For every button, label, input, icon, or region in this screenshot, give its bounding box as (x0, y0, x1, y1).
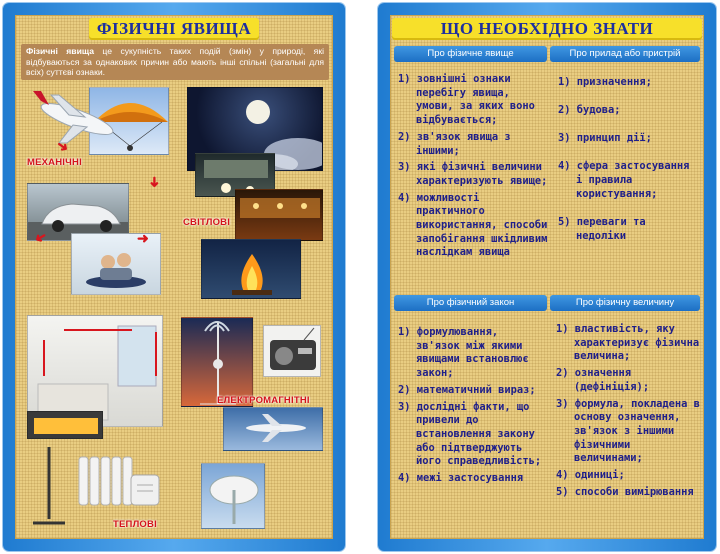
title-banner (392, 18, 702, 40)
bonfire-photo (201, 239, 301, 299)
list-item: 2) означення (дефініція); (556, 367, 650, 393)
arrow-icon: ➜ (137, 230, 149, 246)
poster-title: ФІЗИЧНІ ЯВИЩА (96, 19, 252, 38)
list-item: 1) призначення; (558, 76, 652, 88)
title-banner (89, 18, 259, 40)
electromagnetic-label: ЕЛЕКТРОМАГНІТНІ (217, 395, 310, 406)
definition-text (21, 44, 329, 80)
radio-photo (263, 325, 321, 377)
mechanical-panel (21, 85, 173, 303)
poster-physical-phenomena (3, 3, 345, 551)
list-item: 5) способи вимірювання (556, 485, 694, 498)
arrow-icon: ➜ (31, 228, 50, 248)
definition-term: Фізичні явища (26, 46, 94, 56)
city-lights-photo (235, 189, 323, 241)
satellite-dish-icon (202, 464, 265, 529)
airplane-radar-photo (223, 407, 323, 451)
thermal-panel (21, 311, 173, 535)
poster-title: ЩО НЕОБХІДНО ЗНАТИ (440, 19, 654, 38)
thermal-label: ТЕПЛОВІ (113, 519, 157, 530)
list-item: 1) властивість, яку характеризує фізична величина; (556, 323, 700, 363)
list-item: 3) принцип дії; (558, 132, 652, 144)
arrow-icon: ➜ (146, 176, 163, 188)
section-list-phenomenon (398, 73, 548, 263)
list-item: 4) сфера застосування і правила користування; (558, 160, 690, 200)
list-item: 1) формулювання, зв'язок між якими явищами встановлює закон; (398, 326, 529, 380)
stand-heater-icon (29, 443, 69, 529)
list-item: 3) формула, покладена в основу означення, зв'язок з іншими фізичними величинами; (556, 397, 700, 465)
definition-body: це сукупність таких подій (змін) у природі, які відбуваються за однакових причин або мають інші спільні (загальні для всіх) суттєві ознаки. (26, 46, 324, 78)
heater-photo (27, 411, 103, 439)
section-list-law (398, 326, 548, 489)
fire-icon (202, 240, 301, 299)
light-label: СВІТЛОВІ (183, 217, 231, 228)
list-item: 2) будова; (558, 104, 621, 116)
section-list-device (558, 75, 698, 246)
list-item: 3) які фізичні величини характеризують явище; (398, 161, 548, 187)
list-item: 2) математичний вираз; (398, 383, 536, 396)
heater-icon (28, 412, 103, 439)
satellite-dish-photo (201, 463, 265, 529)
electromagnetic-panel (175, 311, 327, 535)
arrow-icon: ➜ (53, 136, 73, 156)
list-item: 1) зовнішні ознаки перебігу явища, умови, за яких воно відбувається; (398, 73, 535, 127)
section-heading-law: Про фізичний закон (394, 295, 547, 311)
mechanical-label: МЕХАНІЧНІ (27, 157, 82, 168)
light-panel (175, 85, 327, 303)
radio-waves-icon (199, 311, 235, 335)
poster-what-to-know (378, 3, 716, 551)
street-lights-icon (236, 190, 323, 241)
list-item: 2) зв'язок явища з іншими; (398, 130, 511, 157)
list-item: 4) можливості практичного використання, способи запобігання шкідливим наслідкам явища (398, 191, 548, 259)
list-item: 4) межі застосування (398, 472, 524, 485)
section-list-quantity (556, 323, 700, 502)
fan-heater-icon (129, 473, 161, 507)
section-heading-quantity: Про фізичну величину (550, 295, 700, 311)
section-heading-device: Про прилад або пристрій (550, 46, 700, 62)
airplane-icon (29, 89, 119, 149)
list-item: 3) дослідні факти, що привели до встановлення закону або підтверджують його справедливість; (398, 400, 542, 468)
section-heading-phenomenon: Про фізичне явище (394, 46, 547, 62)
list-item: 4) одиниці; (556, 469, 625, 482)
radio-icon (264, 326, 321, 377)
jet-icon (224, 408, 323, 451)
list-item: 5) переваги та недоліки (558, 216, 646, 242)
